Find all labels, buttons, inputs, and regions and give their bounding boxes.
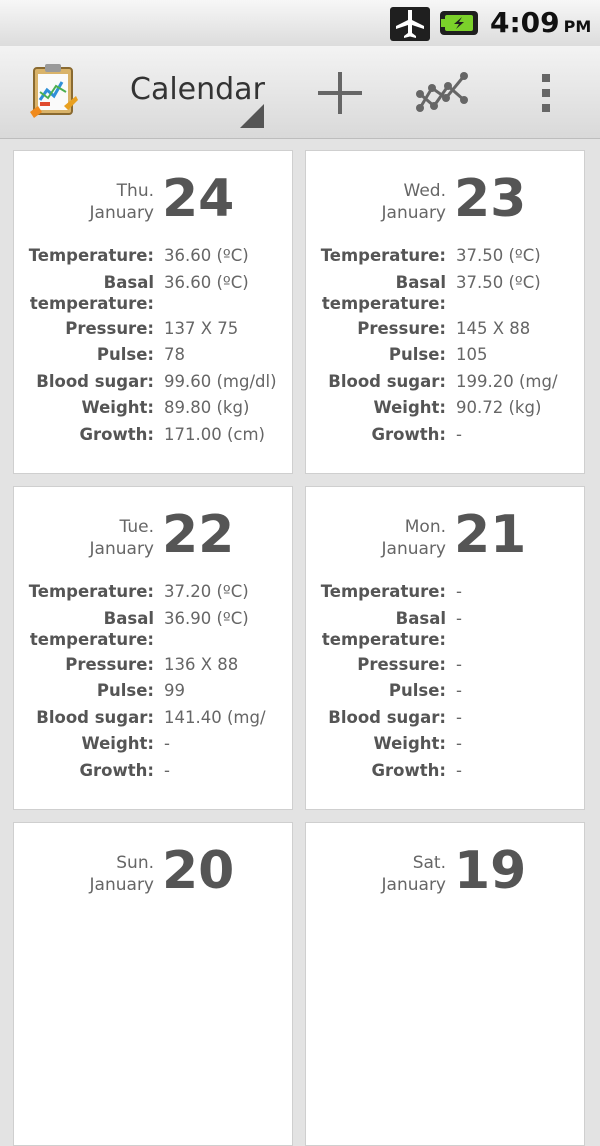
label-line: temperature: <box>321 629 446 649</box>
measurement-label: Temperature: <box>320 246 446 265</box>
measurement-value: - <box>456 760 462 780</box>
measurement-row-pulse <box>14 680 294 707</box>
label-line: temperature: <box>321 293 446 313</box>
overflow-menu-icon <box>532 68 562 118</box>
measurement-row-temperature <box>14 245 294 272</box>
measurement-value: - <box>456 734 462 753</box>
add-button[interactable] <box>312 68 368 118</box>
measurement-value: 105 <box>456 345 488 364</box>
measurement-row-pressure <box>306 318 586 345</box>
day-of-week: Thu. <box>116 181 154 201</box>
measurement-row-pressure <box>306 654 586 681</box>
measurement-value: 36.60 (ºC) <box>164 246 249 265</box>
measurements <box>306 581 586 786</box>
measurement-value: 36.90 (ºC) <box>164 608 249 628</box>
day-number: 22 <box>162 505 235 565</box>
day-number: 20 <box>162 841 235 901</box>
measurement-value: - <box>164 760 170 780</box>
day-of-week: Tue. <box>119 517 154 537</box>
status-bar <box>0 0 600 46</box>
measurement-value: 99.60 (mg/dl) <box>164 371 277 391</box>
entry-date <box>306 169 586 235</box>
measurement-value: - <box>164 734 170 753</box>
measurement-row-blood-sugar <box>306 707 586 734</box>
measurement-label: Blood sugar: <box>328 371 446 391</box>
day-number: 21 <box>454 505 527 565</box>
label-line: Basal <box>103 608 154 628</box>
measurements <box>14 581 294 786</box>
month: January <box>381 203 446 223</box>
measurement-label <box>14 608 154 650</box>
measurement-row-basal <box>14 608 294 654</box>
day-number: 24 <box>162 169 235 229</box>
entry-card[interactable] <box>305 822 585 1146</box>
month: January <box>381 875 446 895</box>
measurement-value: 78 <box>164 345 185 364</box>
measurement-value: 37.50 (ºC) <box>456 246 541 265</box>
entry-card[interactable] <box>13 150 293 474</box>
chart-icon <box>414 68 470 118</box>
measurement-value: 141.40 (mg/ <box>164 707 266 727</box>
measurement-label: Blood sugar: <box>36 707 154 727</box>
measurement-row-pulse <box>306 344 586 371</box>
measurements <box>306 245 586 450</box>
entry-card[interactable] <box>13 822 293 1146</box>
measurement-label: Growth: <box>79 760 154 780</box>
measurements <box>14 245 294 450</box>
measurement-value: 171.00 (cm) <box>164 424 265 444</box>
measurement-label: Weight: <box>373 734 446 753</box>
measurement-row-temperature <box>306 581 586 608</box>
clock <box>490 6 591 39</box>
clock-ampm: PM <box>563 17 592 36</box>
airplane-mode-icon <box>390 7 430 41</box>
measurement-label: Pulse: <box>388 345 446 364</box>
measurement-label: Pulse: <box>96 681 154 700</box>
dropdown-caret-icon[interactable] <box>240 104 264 128</box>
measurement-value: 90.72 (kg) <box>456 398 542 417</box>
measurement-label: Weight: <box>373 398 446 417</box>
day-of-week: Mon. <box>404 517 446 537</box>
measurement-label: Pressure: <box>65 318 154 338</box>
app-logo-icon[interactable] <box>28 62 80 120</box>
day-of-week: Wed. <box>403 181 446 201</box>
measurement-value: 137 X 75 <box>164 318 239 338</box>
measurement-row-weight <box>306 733 586 760</box>
entry-card[interactable] <box>305 150 585 474</box>
action-bar <box>0 46 600 139</box>
measurement-label: Temperature: <box>320 582 446 601</box>
measurement-row-pressure <box>14 654 294 681</box>
measurement-value: 136 X 88 <box>164 654 239 674</box>
entry-card[interactable] <box>305 486 585 810</box>
measurement-value: 145 X 88 <box>456 318 531 338</box>
add-icon <box>312 68 368 118</box>
battery-charging-icon <box>440 11 478 35</box>
measurement-label: Growth: <box>371 760 446 780</box>
entry-card[interactable] <box>13 486 293 810</box>
measurement-label: Pressure: <box>357 654 446 674</box>
measurement-row-blood-sugar <box>14 707 294 734</box>
measurement-row-blood-sugar <box>306 371 586 398</box>
measurement-label <box>306 272 446 314</box>
day-of-week: Sun. <box>116 853 154 873</box>
clock-time: 4:09 <box>490 6 560 39</box>
entry-date <box>14 841 294 907</box>
entry-date <box>306 505 586 571</box>
measurement-label: Pulse: <box>388 681 446 700</box>
day-number: 23 <box>454 169 527 229</box>
month: January <box>89 203 154 223</box>
navigation-title[interactable]: Calendar <box>130 72 265 107</box>
day-number: 19 <box>454 841 527 901</box>
measurement-value: 37.50 (ºC) <box>456 272 541 292</box>
measurement-label <box>14 272 154 314</box>
label-line: temperature: <box>29 293 154 313</box>
measurement-row-weight <box>306 397 586 424</box>
measurement-value: - <box>456 707 462 727</box>
measurement-value: - <box>456 608 462 628</box>
label-line: temperature: <box>29 629 154 649</box>
measurement-label: Growth: <box>371 424 446 444</box>
measurement-label: Temperature: <box>28 246 154 265</box>
measurement-row-blood-sugar <box>14 371 294 398</box>
measurement-row-temperature <box>306 245 586 272</box>
measurement-value: 37.20 (ºC) <box>164 582 249 601</box>
measurement-row-pulse <box>14 344 294 371</box>
measurement-row-basal <box>306 608 586 654</box>
day-of-week: Sat. <box>412 853 446 873</box>
measurement-row-pressure <box>14 318 294 345</box>
measurement-row-basal <box>306 272 586 318</box>
chart-button[interactable] <box>414 68 470 118</box>
measurement-value: 36.60 (ºC) <box>164 272 249 292</box>
measurement-row-growth <box>14 424 294 451</box>
measurement-value: 199.20 (mg/ <box>456 371 558 391</box>
measurement-label: Growth: <box>79 424 154 444</box>
measurement-label: Weight: <box>81 734 154 753</box>
label-line: Basal <box>395 272 446 292</box>
measurement-row-growth <box>306 760 586 787</box>
measurement-value: - <box>456 424 462 444</box>
measurement-label: Blood sugar: <box>328 707 446 727</box>
measurement-label: Blood sugar: <box>36 371 154 391</box>
entry-date <box>14 169 294 235</box>
measurement-value: 99 <box>164 681 185 700</box>
label-line: Basal <box>395 608 446 628</box>
entry-date <box>14 505 294 571</box>
measurement-row-pulse <box>306 680 586 707</box>
measurement-row-weight <box>14 733 294 760</box>
overflow-menu-button[interactable] <box>532 68 562 118</box>
measurement-value: - <box>456 582 462 601</box>
measurement-label: Pressure: <box>357 318 446 338</box>
measurement-label: Temperature: <box>28 582 154 601</box>
measurement-label <box>306 608 446 650</box>
measurement-value: - <box>456 654 462 674</box>
measurement-value: 89.80 (kg) <box>164 398 250 417</box>
measurement-label: Pressure: <box>65 654 154 674</box>
month: January <box>89 539 154 559</box>
measurement-row-temperature <box>14 581 294 608</box>
measurement-row-basal <box>14 272 294 318</box>
measurement-label: Pulse: <box>96 345 154 364</box>
month: January <box>89 875 154 895</box>
measurement-row-growth <box>306 424 586 451</box>
entry-date <box>306 841 586 907</box>
measurement-row-weight <box>14 397 294 424</box>
measurement-row-growth <box>14 760 294 787</box>
month: January <box>381 539 446 559</box>
label-line: Basal <box>103 272 154 292</box>
measurement-value: - <box>456 681 462 700</box>
measurement-label: Weight: <box>81 398 154 417</box>
